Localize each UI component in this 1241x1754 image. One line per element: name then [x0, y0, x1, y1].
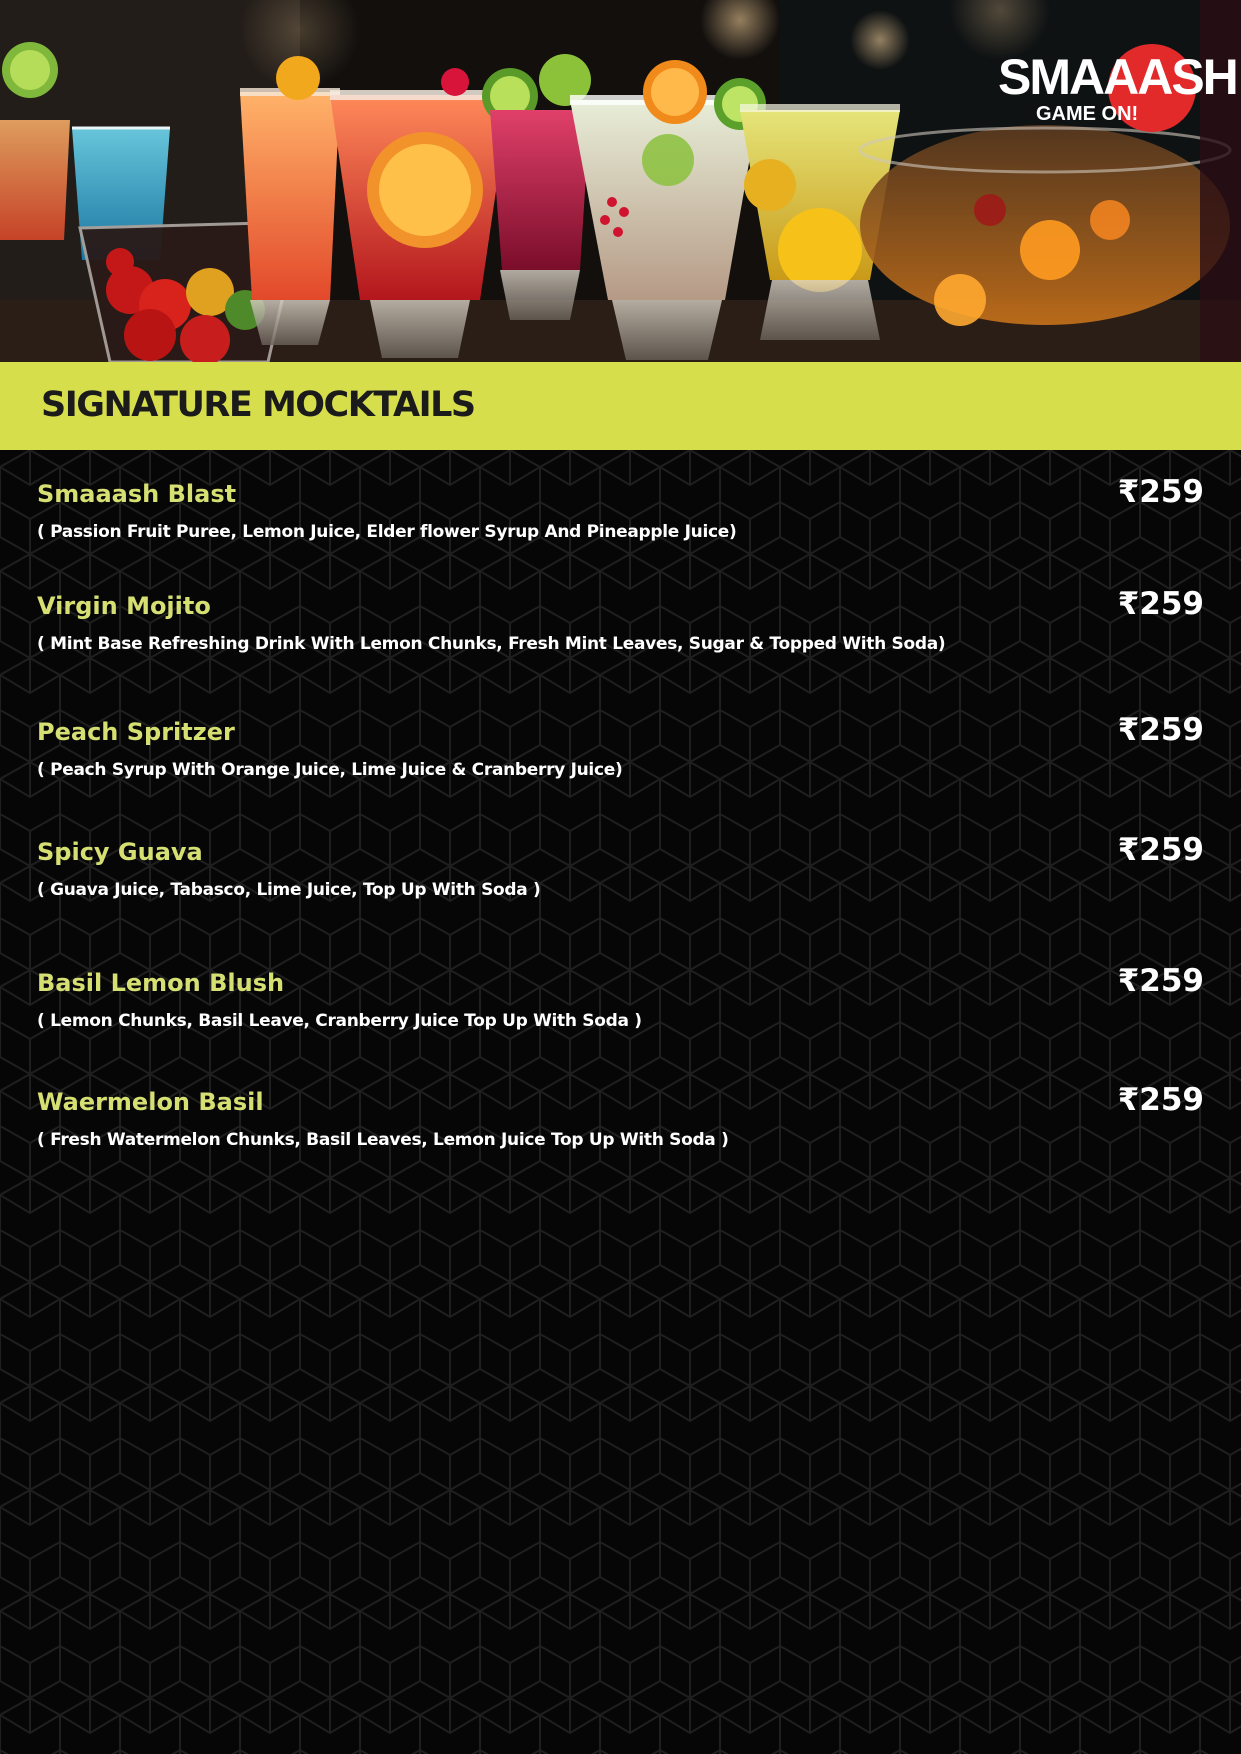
menu-item-name: Spicy Guava	[37, 838, 203, 866]
menu-list	[0, 450, 1241, 1754]
smaaash-logo	[996, 44, 1237, 134]
menu-item-description: ( Passion Fruit Puree, Lemon Juice, Elder flower Syrup And Pineapple Juice)	[37, 522, 737, 542]
menu-item-name: Peach Spritzer	[37, 718, 235, 746]
menu-item-price: ₹259	[1117, 1082, 1204, 1118]
menu-item-description: ( Guava Juice, Tabasco, Lime Juice, Top Up With Soda )	[37, 880, 541, 900]
logo-tagline: GAME ON!	[1036, 103, 1139, 125]
menu-item-price: ₹259	[1117, 586, 1204, 622]
menu-item-description: ( Mint Base Refreshing Drink With Lemon Chunks, Fresh Mint Leaves, Sugar & Topped With Soda)	[37, 634, 946, 654]
section-header-band	[0, 362, 1241, 450]
logo-wordmark: SMAAASH	[998, 49, 1237, 105]
menu-item-price: ₹259	[1117, 474, 1204, 510]
section-title: SIGNATURE MOCKTAILS	[41, 385, 475, 425]
menu-item-description: ( Lemon Chunks, Basil Leave, Cranberry Juice Top Up With Soda )	[37, 1011, 642, 1031]
menu-item-price: ₹259	[1117, 832, 1204, 868]
menu-item-description: ( Fresh Watermelon Chunks, Basil Leaves, Lemon Juice Top Up With Soda )	[37, 1130, 729, 1150]
menu-item-description: ( Peach Syrup With Orange Juice, Lime Juice & Cranberry Juice)	[37, 760, 623, 780]
hero-photo-mocktails	[0, 0, 1241, 362]
menu-item-price: ₹259	[1117, 963, 1204, 999]
menu-item-name: Basil Lemon Blush	[37, 969, 285, 997]
menu-item-name: Virgin Mojito	[37, 592, 211, 620]
menu-item-name: Smaaash Blast	[37, 480, 237, 508]
menu-item-price: ₹259	[1117, 712, 1204, 748]
menu-item-name: Waermelon Basil	[37, 1088, 264, 1116]
